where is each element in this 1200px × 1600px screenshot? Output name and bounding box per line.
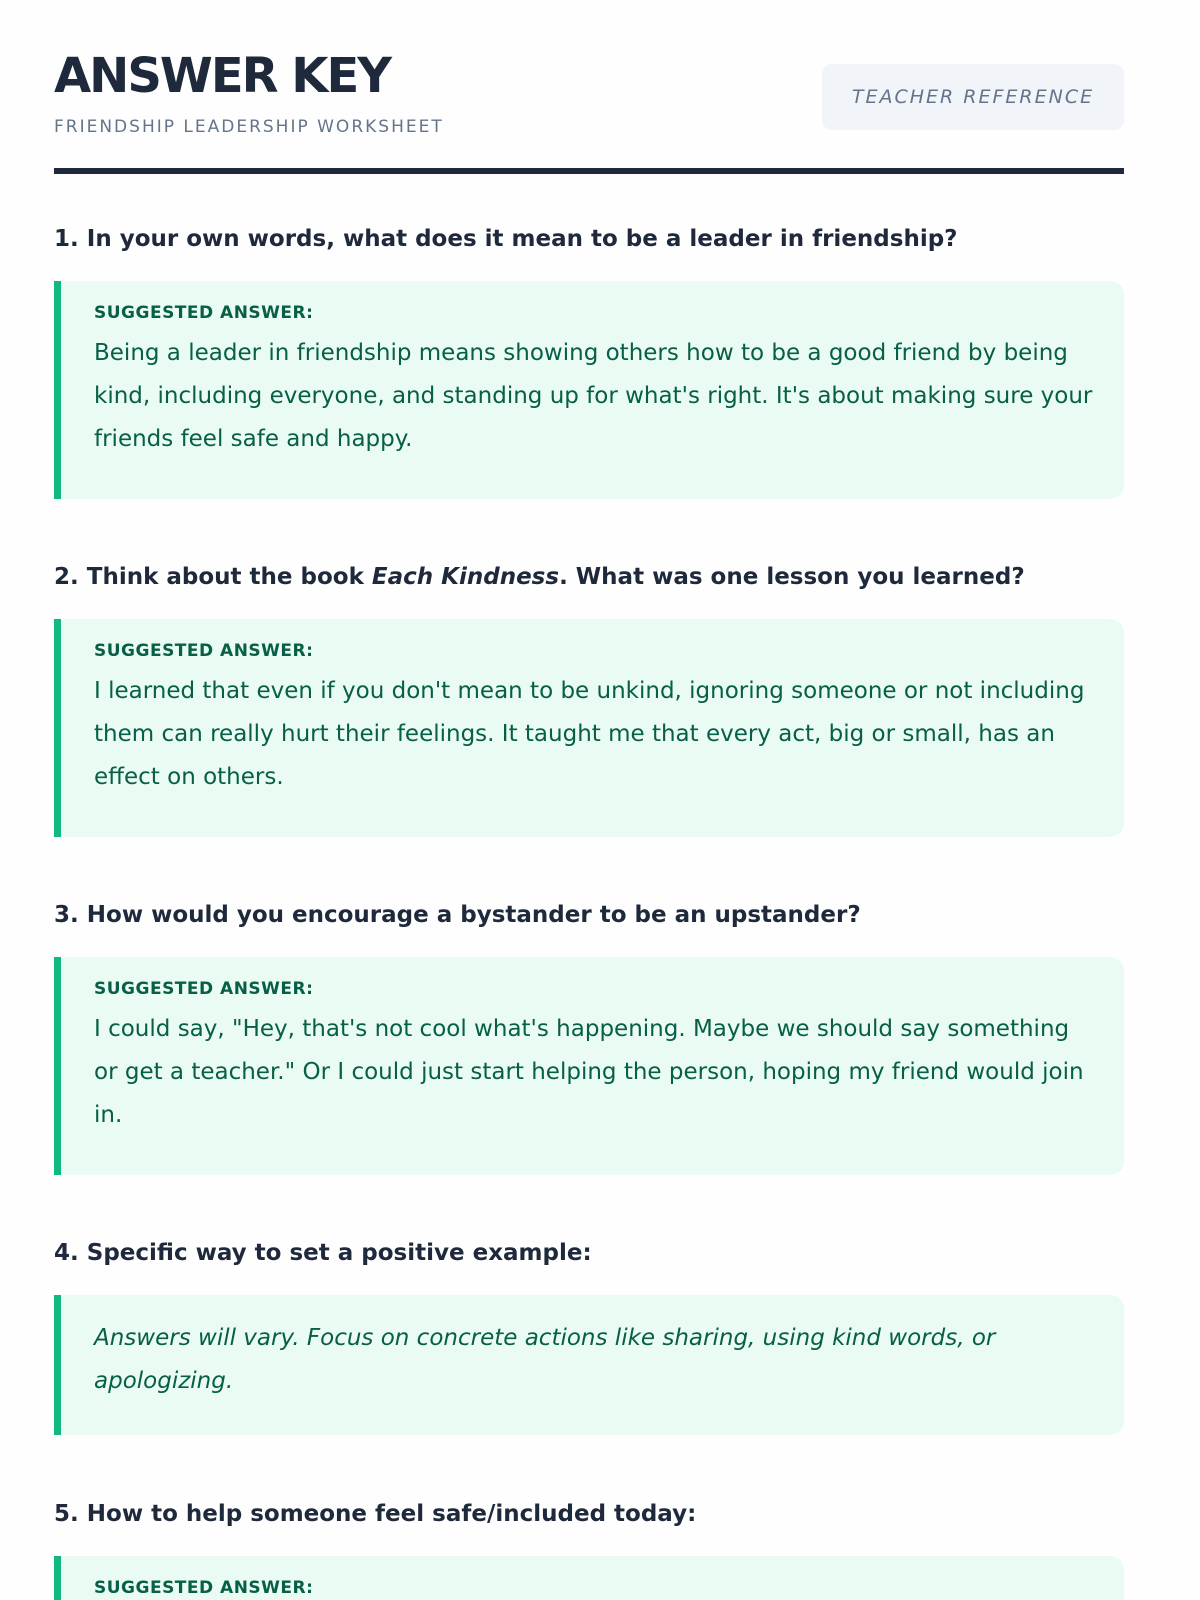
question-4 [54,1240,592,1268]
answer-label: SUGGESTED ANSWER: [94,641,314,661]
page-title: ANSWER KEY [54,48,391,104]
question-number: 4. [54,1240,79,1266]
answer-text: Answers will vary. Focus on concrete actions like sharing, using kind words, or apologizing. [94,1325,996,1394]
answer-text: I could say, "Hey, that's not cool what's happening. Maybe we should say something or get a teacher." Or I could just start helping the person, hoping my friend would join in. [94,1016,1084,1128]
question-number: 3. [54,902,79,928]
answer-label: SUGGESTED ANSWER: [94,1578,314,1598]
question-prompt: How would you encourage a bystander to be an upstander? [86,902,861,928]
question-number: 2. [54,564,79,590]
question-3 [54,902,861,930]
question-prompt: In your own words, what does it mean to be a leader in friendship? [86,226,958,252]
answer-text: Being a leader in friendship means showing others how to be a good friend by being kind, including everyone, and standing up for what's right. It's about making sure your friends feel safe and happy. [94,340,1093,452]
answer-label: SUGGESTED ANSWER: [94,979,314,999]
question-prompt-after: . What was one lesson you learned? [559,564,1025,590]
question-prompt: How to help someone feel safe/included today: [86,1501,697,1527]
answer-box-2 [54,619,1124,837]
teacher-reference-badge: TEACHER REFERENCE [822,64,1124,130]
answer-box-3 [54,957,1124,1175]
question-number: 5. [54,1501,79,1527]
book-title: Each Kindness [371,564,560,590]
answer-box-4 [54,1295,1124,1435]
answer-text: I learned that even if you don't mean to be unkind, ignoring someone or not including them can really hurt their feelings. It taught me that every act, big or small, has an effect on others. [94,678,1085,790]
question-2 [54,564,1025,592]
header [54,0,1124,174]
question-prompt-before: Think about the book [86,564,372,590]
answer-box-5 [54,1556,1124,1600]
answer-box-1 [54,281,1124,499]
question-prompt: Specific way to set a positive example: [86,1240,592,1266]
question-1 [54,226,958,254]
question-number: 1. [54,226,79,252]
answer-label: SUGGESTED ANSWER: [94,303,314,323]
question-5 [54,1501,696,1529]
page-subtitle: FRIENDSHIP LEADERSHIP WORKSHEET [54,117,444,137]
